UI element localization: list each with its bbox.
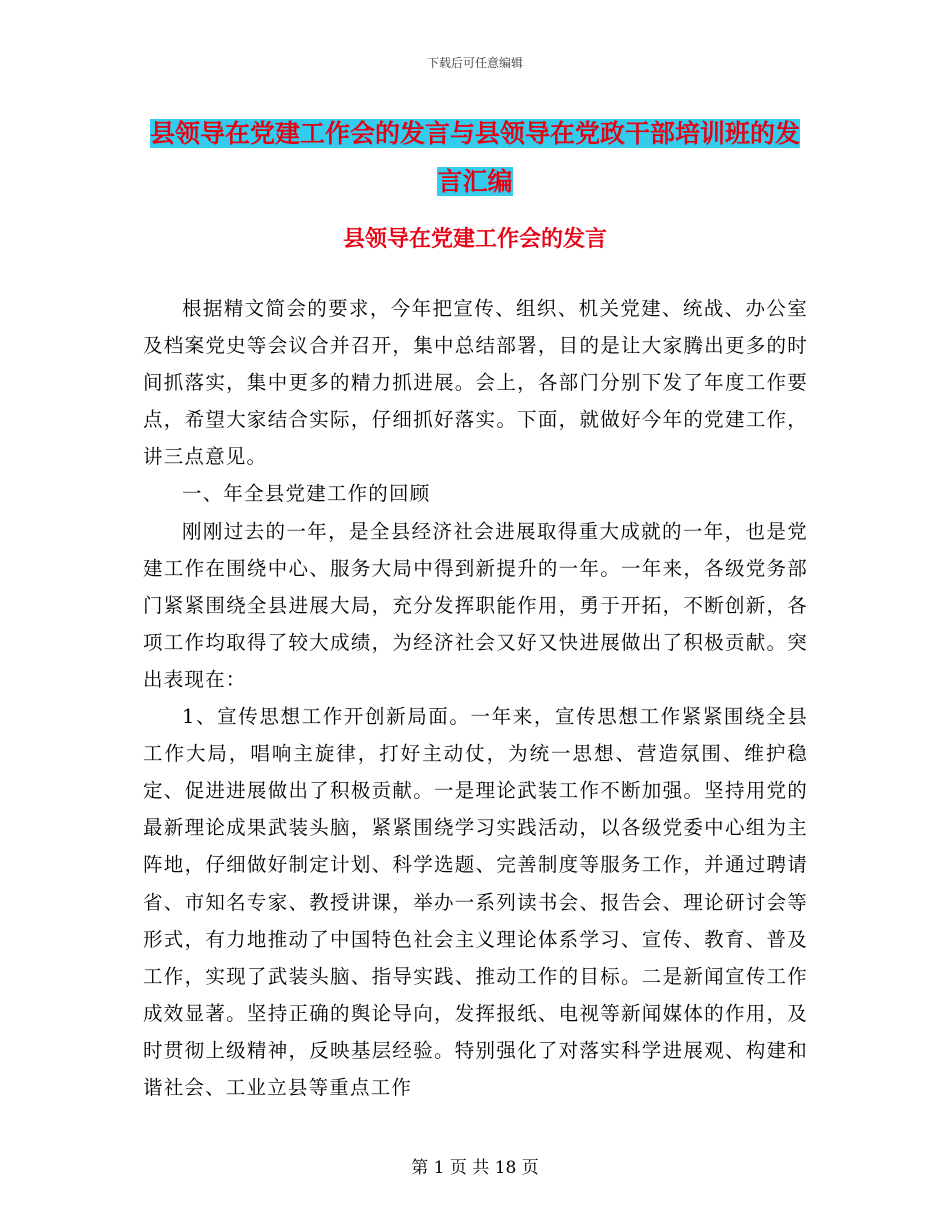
page-header-note: 下载后可任意编辑: [426, 56, 523, 70]
document-main-title: [140, 110, 810, 206]
paragraph-heading-review: 一、年全县党建工作的回顾: [182, 482, 431, 506]
main-title-highlight: 县领导在党建工作会的发言与县领导在党政干部培训班的发言汇编: [149, 119, 800, 196]
section-title: 县领导在党建工作会的发言: [342, 226, 607, 252]
paragraph-review-summary: 刚刚过去的一年，是全县经济社会进展取得重大成就的一年，也是党建工作在围绕中心、服务大局中得到新提升的一年。一年来，各级党务部门紧紧围绕全县进展大局，充分发挥职能作用，勇于开拓，不断创新，各项工作均取得了较大成绩，为经济社会又好又快进展做出了积极贡献。突出表现在：: [143, 519, 808, 691]
document-body: [143, 290, 808, 1106]
paragraph-propaganda-work: 1、宣传思想工作开创新局面。一年来，宣传思想工作紧紧围绕全县工作大局，唱响主旋律，打好主动仗，为统一思想、营造氛围、维护稳定、促进进展做出了积极贡献。一是理论武装工作不断加强。坚持用党的最新理论成果武装头脑，紧紧围绕学习实践活动，以各级党委中心组为主阵地，仔细做好制定计划、科学选题、完善制度等服务工作，并通过聘请省、市知名专家、教授讲课，举办一系列读书会、报告会、理论研讨会等形式，有力地推动了中国特色社会主义理论体系学习、宣传、教育、普及工作，实现了武装头脑、指导实践、推动工作的目标。二是新闻宣传工作成效显著。坚持正确的舆论导向，发挥报纸、电视等新闻媒体的作用，及时贯彻上级精神，反映基层经验。特别强化了对落实科学进展观、构建和谐社会、工业立县等重点工作: [143, 705, 808, 1099]
paragraph-intro: 根据精文简会的要求，今年把宣传、组织、机关党建、统战、办公室及档案党史等会议合并召开，集中总结部署，目的是让大家腾出更多的时间抓落实，集中更多的精力抓进展。会上，各部门分别下发了年度工作要点，希望大家结合实际，仔细抓好落实。下面，就做好今年的党建工作，讲三点意见。: [143, 297, 808, 469]
page-footer-number: 第 1 页 共 18 页: [411, 1158, 539, 1178]
